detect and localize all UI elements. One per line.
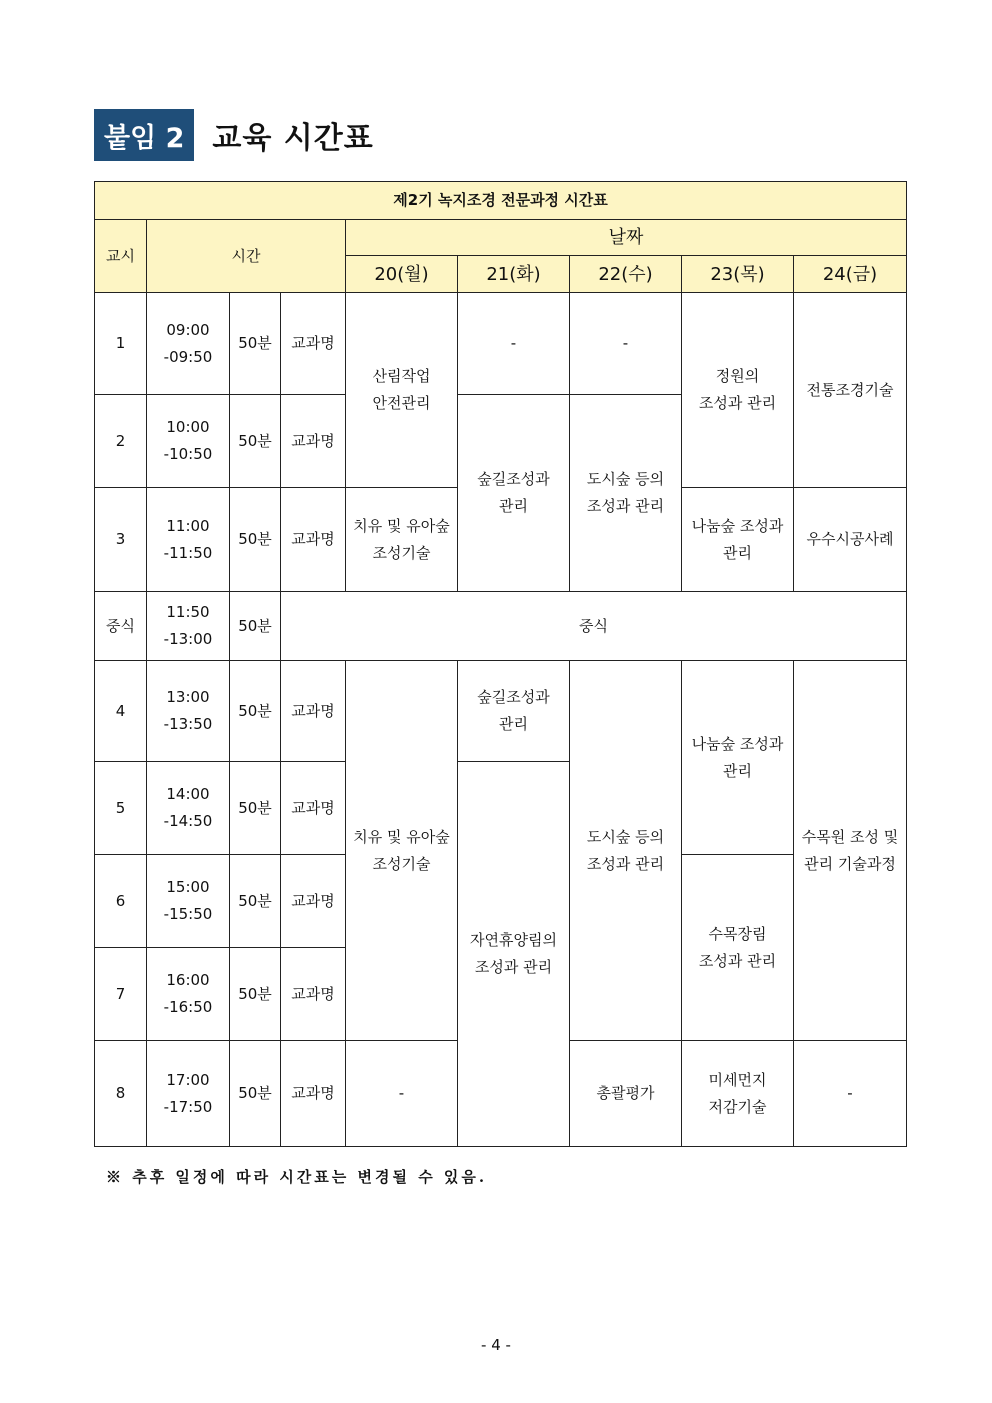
header-date: 날짜 — [346, 220, 907, 256]
period-number: 6 — [95, 855, 147, 948]
duration: 50분 — [230, 293, 281, 395]
period-number: 8 — [95, 1041, 147, 1147]
subject-label: 교과명 — [281, 948, 346, 1041]
day-header: 20(월) — [346, 256, 458, 293]
table-title: 제2기 녹지조경 전문과정 시간표 — [95, 182, 907, 220]
time-range: 16:00 -16:50 — [147, 948, 230, 1041]
course-cell: - — [458, 293, 570, 395]
duration: 50분 — [230, 1041, 281, 1147]
time-range: 11:00 -11:50 — [147, 488, 230, 592]
course-cell: 정원의 조성과 관리 — [682, 293, 794, 488]
subject-label: 교과명 — [281, 488, 346, 592]
page-title: 교육 시간표 — [212, 121, 374, 156]
course-cell: 치유 및 유아숲 조성기술 — [346, 488, 458, 592]
course-cell: 치유 및 유아숲 조성기술 — [346, 661, 458, 1041]
attachment-badge: 붙임 2 — [94, 109, 194, 161]
time-range: 17:00 -17:50 — [147, 1041, 230, 1147]
course-cell: 미세먼지 저감기술 — [682, 1041, 794, 1147]
duration: 50분 — [230, 592, 281, 661]
duration: 50분 — [230, 762, 281, 855]
period-number: 5 — [95, 762, 147, 855]
subject-label: 교과명 — [281, 1041, 346, 1147]
course-cell: 도시숲 등의 조성과 관리 — [570, 661, 682, 1041]
course-cell: 도시숲 등의 조성과 관리 — [570, 395, 682, 592]
time-range: 11:50 -13:00 — [147, 592, 230, 661]
table-row — [95, 592, 907, 661]
schedule-table — [94, 181, 907, 1147]
lunch-cell: 중식 — [281, 592, 907, 661]
time-range: 13:00 -13:50 — [147, 661, 230, 762]
duration: 50분 — [230, 395, 281, 488]
subject-label: 교과명 — [281, 762, 346, 855]
attachment-heading — [94, 108, 374, 162]
header-period: 교시 — [95, 220, 147, 293]
course-cell: 수목장림 조성과 관리 — [682, 855, 794, 1041]
course-cell: - — [346, 1041, 458, 1147]
subject-label: 교과명 — [281, 855, 346, 948]
subject-label: 교과명 — [281, 661, 346, 762]
table-row — [95, 661, 907, 762]
course-cell: 나눔숲 조성과 관리 — [682, 488, 794, 592]
duration: 50분 — [230, 855, 281, 948]
page-number: - 4 - — [481, 1336, 511, 1354]
course-cell: - — [794, 1041, 907, 1147]
duration: 50분 — [230, 488, 281, 592]
course-cell: 자연휴양림의 조성과 관리 — [458, 762, 570, 1147]
time-range: 10:00 -10:50 — [147, 395, 230, 488]
course-cell: 총괄평가 — [570, 1041, 682, 1147]
day-header: 24(금) — [794, 256, 907, 293]
subject-label: 교과명 — [281, 395, 346, 488]
period-number: 2 — [95, 395, 147, 488]
time-range: 14:00 -14:50 — [147, 762, 230, 855]
course-cell: 숲길조성과 관리 — [458, 661, 570, 762]
duration: 50분 — [230, 948, 281, 1041]
course-cell: 수목원 조성 및 관리 기술과정 — [794, 661, 907, 1041]
time-range: 15:00 -15:50 — [147, 855, 230, 948]
course-cell: 전통조경기술 — [794, 293, 907, 488]
period-number: 중식 — [95, 592, 147, 661]
table-row — [95, 293, 907, 395]
period-number: 4 — [95, 661, 147, 762]
period-number: 3 — [95, 488, 147, 592]
duration: 50분 — [230, 661, 281, 762]
period-number: 1 — [95, 293, 147, 395]
course-cell: 우수시공사례 — [794, 488, 907, 592]
course-cell: 숲길조성과 관리 — [458, 395, 570, 592]
day-header: 21(화) — [458, 256, 570, 293]
period-number: 7 — [95, 948, 147, 1041]
course-cell: - — [570, 293, 682, 395]
course-cell: 산림작업 안전관리 — [346, 293, 458, 488]
day-header: 22(수) — [570, 256, 682, 293]
header-time: 시간 — [147, 220, 346, 293]
day-header: 23(목) — [682, 256, 794, 293]
time-range: 09:00 -09:50 — [147, 293, 230, 395]
subject-label: 교과명 — [281, 293, 346, 395]
schedule-note: ※ 추후 일정에 따라 시간표는 변경될 수 있음. — [106, 1168, 488, 1186]
course-cell: 나눔숲 조성과 관리 — [682, 661, 794, 855]
